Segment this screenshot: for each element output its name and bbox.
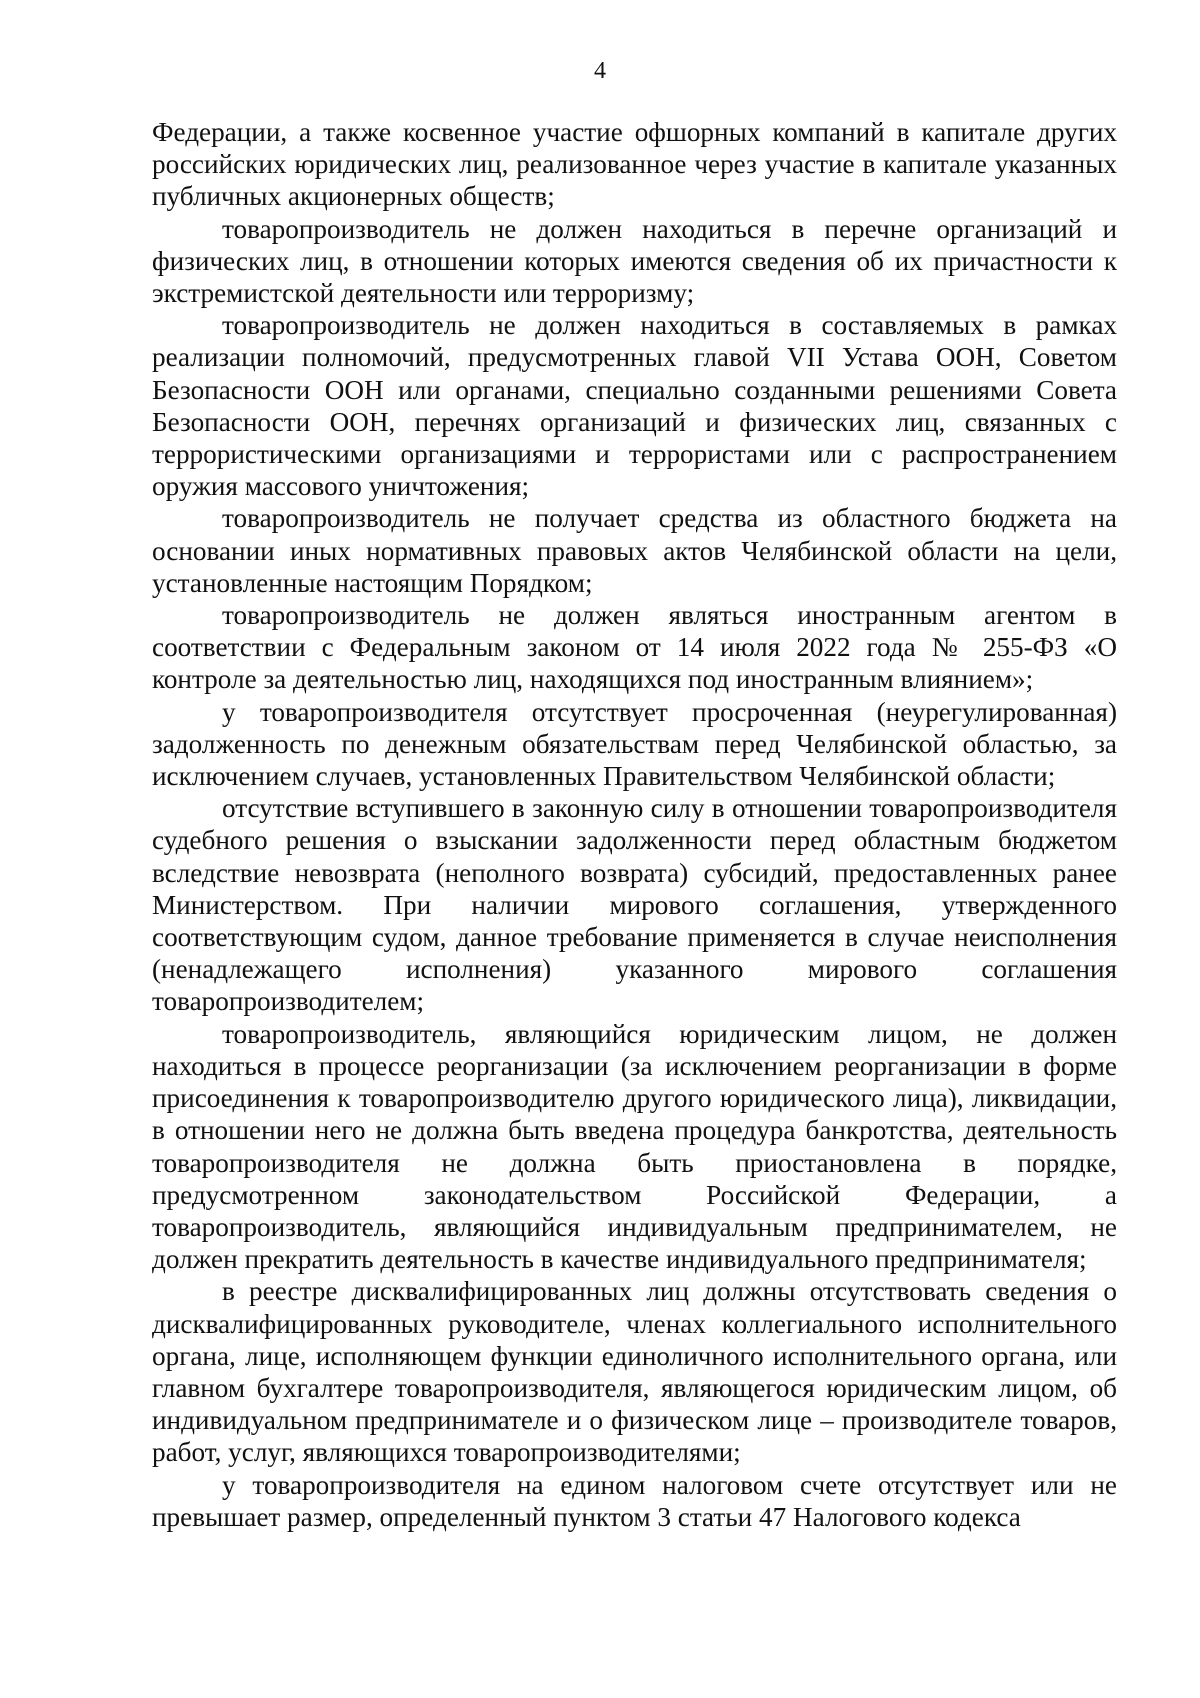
paragraph-extremism-list: товаропроизводитель не должен находиться в перечне организаций и физических лиц, в отношении которых имеются сведения об их причастности к экстремистской деятельности или терроризму; (152, 213, 1117, 309)
paragraph-court-decision: отсутствие вступившего в законную силу в отношении товаропроизводителя судебного решения о взыскании задолженности перед областным бюджетом вследствие невозврата (неполного возврата) субсидий, предоставленных ранее Министерством. При наличии мирового соглашения, утвержденного соответствующим судом, данное требование применяется в случае неисполнения (ненадлежащего исполнения) указанного мирового соглашения товаропроизводителем; (152, 793, 1117, 1017)
paragraph-un-security-council-list: товаропроизводитель не должен находиться в составляемых в рамках реализации полномочий, предусмотренных главой VII Устава ООН, Советом Безопасности ООН или органами, специально созданными решениями Совета Безопасности ООН, перечнях организаций и физических лиц, связанных с террористическими организациями и террористами или с распространением оружия массового уничтожения; (152, 310, 1117, 502)
paragraph-foreign-agent: товаропроизводитель не должен являться иностранным агентом в соответствии с Федеральным законом от 14 июля 2022 года № 255-ФЗ «О контроле за деятельностью лиц, находящихся под иностранным влиянием»; (152, 600, 1117, 695)
page-number: 4 (594, 58, 606, 84)
paragraph-tax-account: у товаропроизводителя на едином налоговом счете отсутствует или не превышает размер, определенный пунктом 3 статьи 47 Налогового кодекса (152, 1469, 1117, 1532)
paragraph-disqualified-persons: в реестре дисквалифицированных лиц должны отсутствовать сведения о дисквалифицированных руководителе, членах коллегиального исполнительного органа, лице, исполняющем функции единоличного исполнительного органа, или главном бухгалтере товаропроизводителя, являющегося юридическим лицом, об индивидуальном предпринимателе и о физическом лице – производителе товаров, работ, услуг, являющихся товаропроизводителями; (152, 1276, 1117, 1468)
paragraph-reorganization: товаропроизводитель, являющийся юридическим лицом, не должен находиться в процессе реорганизации (за исключением реорганизации в форме присоединения к товаропроизводителю другого юридического лица), ликвидации, в отношении него не должна быть введена процедура банкротства, деятельность товаропроизводителя не должна быть приостановлена в порядке, предусмотренном законодательством Российской Федерации, а товаропроизводитель, являющийся индивидуальным предпринимателем, не должен прекратить деятельность в качестве индивидуального предпринимателя; (152, 1018, 1117, 1275)
document-body (152, 116, 1117, 1533)
paragraph-overdue-debt: у товаропроизводителя отсутствует просроченная (неурегулированная) задолженность по денежным обязательствам перед Челябинской областью, за исключением случаев, установленных Правительством Челябинской области; (152, 696, 1117, 792)
paragraph-continuation: Федерации, а также косвенное участие офшорных компаний в капитале других российских юридических лиц, реализованное через участие в капитале указанных публичных акционерных обществ; (152, 117, 1117, 212)
paragraph-regional-budget-funds: товаропроизводитель не получает средства из областного бюджета на основании иных нормативных правовых актов Челябинской области на цели, установленные настоящим Порядком; (152, 503, 1117, 598)
